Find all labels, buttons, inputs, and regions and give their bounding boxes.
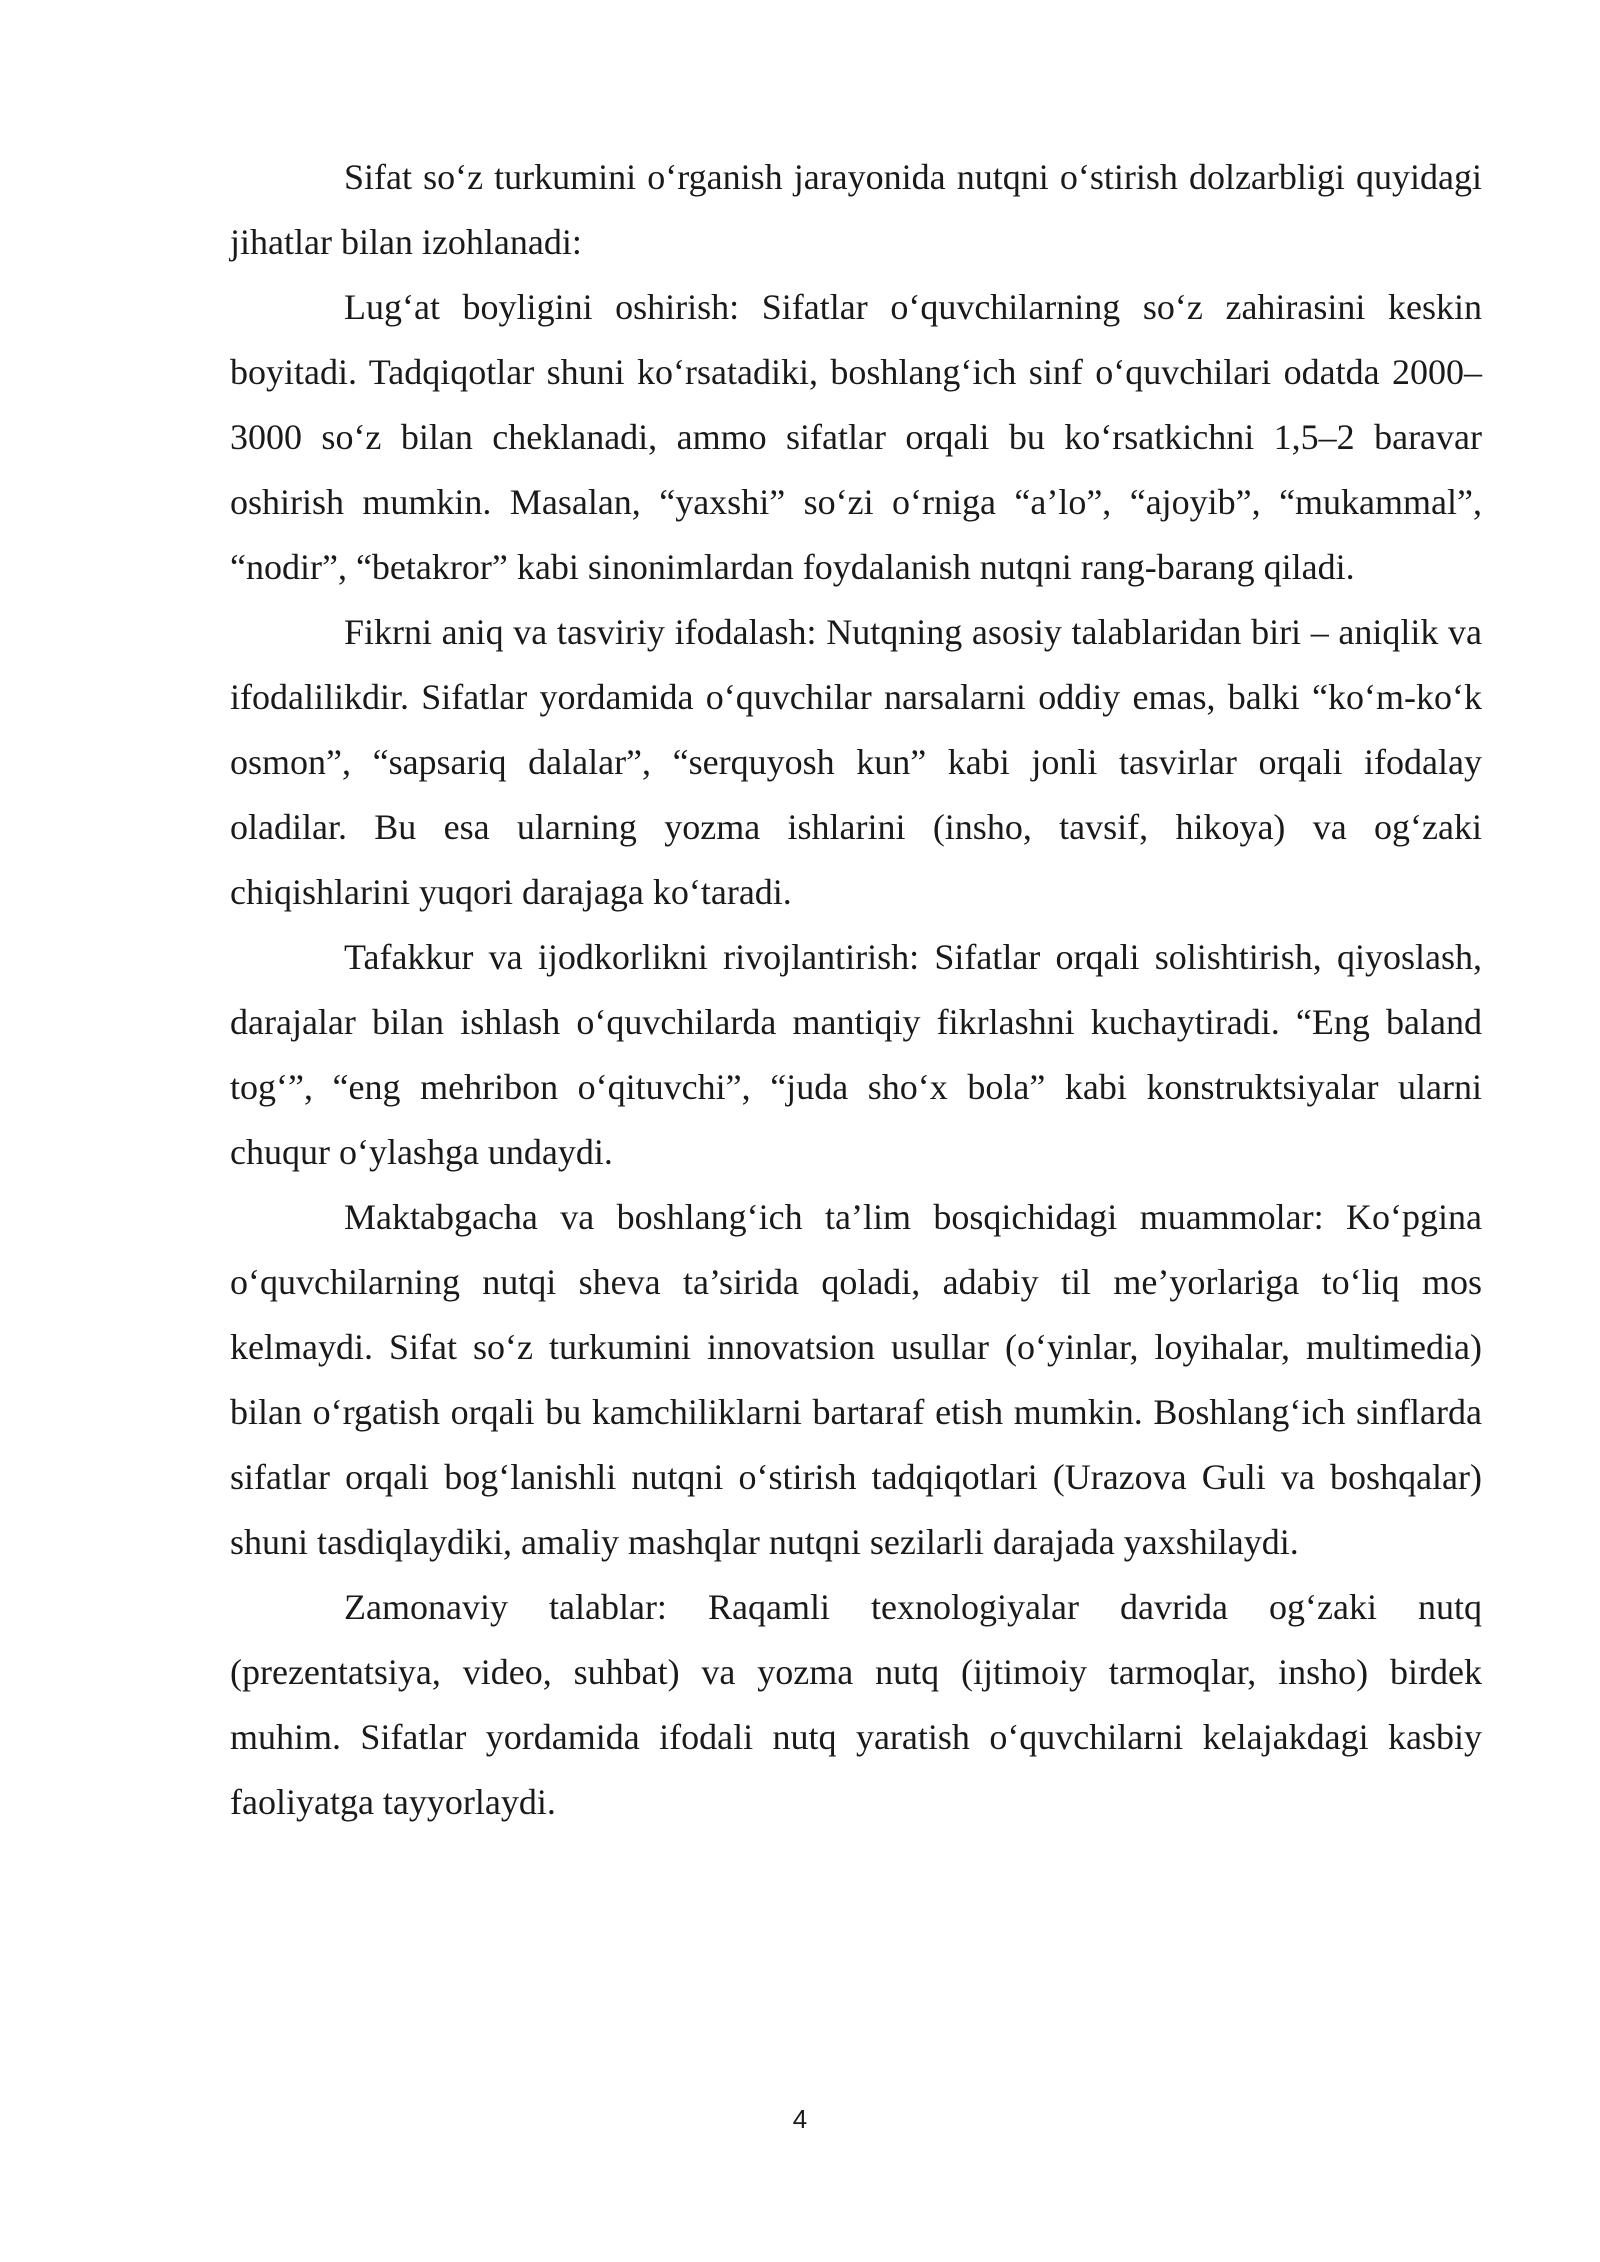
paragraph-thinking: Tafakkur va ijodkorlikni rivojlantirish: Sifatlar orqali solishtirish, qiyoslash, darajalar bilan ishlash o‘quvchilarda mantiqiy fikrlashni kuchaytiradi. “Eng baland tog‘”, “eng mehribon o‘qituvchi”, “juda sho‘x bola” kabi konstruktsiyalar ularni chuqur o‘ylashga undaydi. [230, 937, 1482, 1172]
paragraph-vocabulary: Lug‘at boyligini oshirish: Sifatlar o‘quvchilarning so‘z zahirasini keskin boyitadi. Tadqiqotlar shuni ko‘rsatadiki, boshlang‘ich sinf o‘quvchilari odatda 2000–3000 so‘z bilan cheklanadi, ammo sifatlar orqali bu ko‘rsatkichni 1,5–2 baravar oshirish mumkin. Masalan, “yaxshi” so‘zi o‘rniga “a’lo”, “ajoyib”, “mukammal”, “nodir”, “betakror” kabi sinonimlardan foydalanish nutqni rang-barang qiladi. [230, 287, 1482, 587]
page-body [230, 145, 1482, 1835]
paragraph-modern-requirements: Zamonaviy talablar: Raqamli texnologiyalar davrida og‘zaki nutq (prezentatsiya, video, suhbat) va yozma nutq (ijtimoiy tarmoqlar, insho) birdek muhim. Sifatlar yordamida ifodali nutq yaratish o‘quvchilarni kelajakdagi kasbiy faoliyatga tayyorlaydi. [230, 1587, 1482, 1822]
paragraph-problems: Maktabgacha va boshlang‘ich ta’lim bosqichidagi muammolar: Ko‘pgina o‘quvchilarning nutqi sheva ta’sirida qoladi, adabiy til me’yorlariga to‘liq mos kelmaydi. Sifat so‘z turkumini innovatsion usullar (o‘yinlar, loyihalar, multimedia) bilan o‘rgatish orqali bu kamchiliklarni bartaraf etish mumkin. Boshlang‘ich sinflarda sifatlar orqali bog‘lanishli nutqni o‘stirish tadqiqotlari (Urazova Guli va boshqalar) shuni tasdiqlaydiki, amaliy mashqlar nutqni sezilarli darajada yaxshilaydi. [230, 1197, 1482, 1562]
page-number: 4 [792, 2104, 808, 2134]
paragraph-expression: Fikrni aniq va tasviriy ifodalash: Nutqning asosiy talablaridan biri – aniqlik va ifodalilikdir. Sifatlar yordamida o‘quvchilar narsalarni oddiy emas, balki “ko‘m-ko‘k osmon”, “sapsariq dalalar”, “serquyosh kun” kabi jonli tasvirlar orqali ifodalay oladilar. Bu esa ularning yozma ishlarini (insho, tavsif, hikoya) va og‘zaki chiqishlarini yuqori darajaga ko‘taradi. [230, 612, 1482, 912]
paragraph-intro: Sifat so‘z turkumini o‘rganish jarayonida nutqni o‘stirish dolzarbligi quyidagi jihatlar bilan izohlanadi: [230, 157, 1482, 262]
